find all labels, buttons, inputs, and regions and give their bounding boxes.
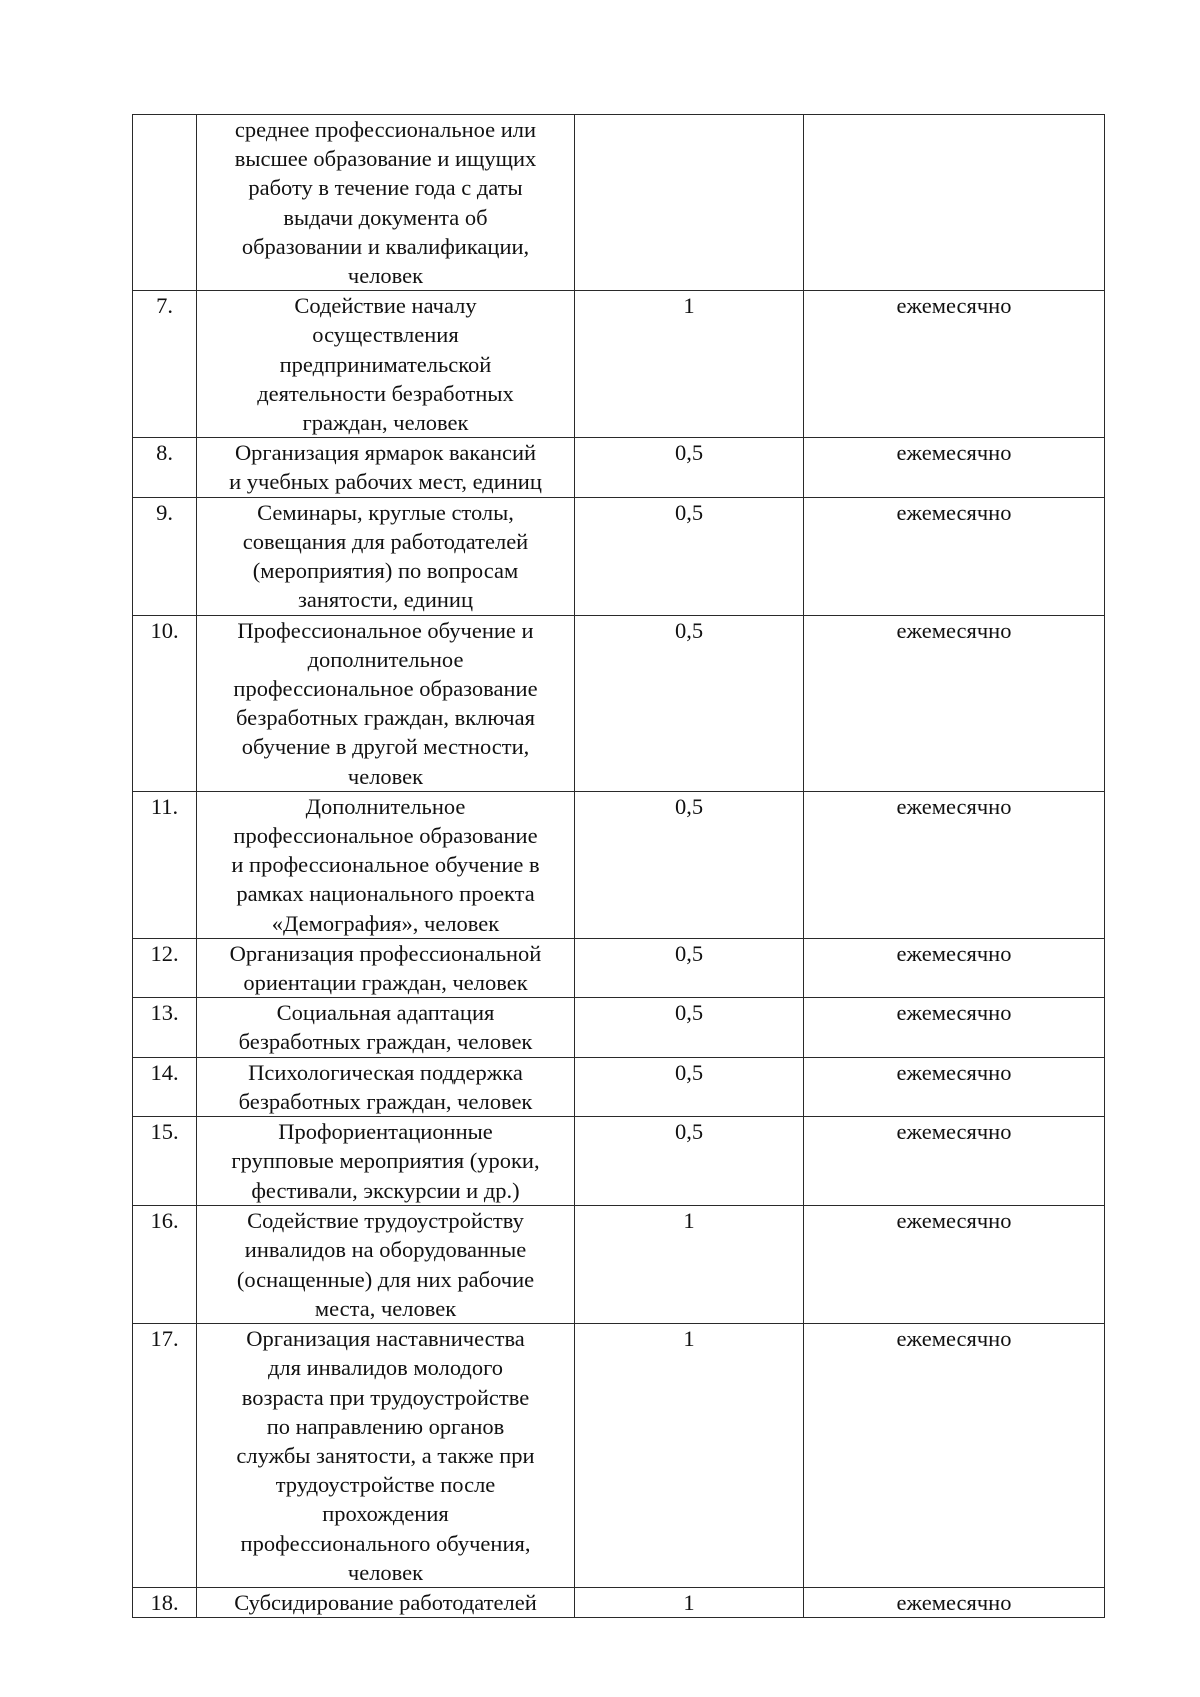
table-row xyxy=(133,1057,1105,1116)
indicator-value: 0,5 xyxy=(674,1059,704,1085)
indicator-name-cell xyxy=(197,998,575,1057)
frequency: ежемесячно xyxy=(896,617,1012,643)
table-row xyxy=(133,1206,1105,1324)
indicator-name: Организация наставничества для инвалидов молодого возраста при трудоустройстве по направлению органов службы занятости, а также при трудоустройстве после прохождения профессионального обучения, человек xyxy=(236,1326,535,1585)
table-row xyxy=(133,115,1105,291)
frequency-cell xyxy=(804,1324,1105,1588)
indicator-name: среднее профессиональное или высшее образование и ищущих работу в течение года с даты выдачи документа об образовании и квалификации, человек xyxy=(234,117,537,289)
indicator-value-cell xyxy=(575,438,804,497)
indicator-name-cell xyxy=(197,938,575,997)
indicator-value: 1 xyxy=(683,1208,695,1234)
table-row xyxy=(133,438,1105,497)
frequency-cell xyxy=(804,1117,1105,1206)
row-number: 7. xyxy=(156,293,173,319)
frequency: ежемесячно xyxy=(896,499,1012,525)
frequency-cell xyxy=(804,1587,1105,1617)
indicator-name-cell xyxy=(197,1117,575,1206)
frequency: ежемесячно xyxy=(896,940,1012,966)
table-row xyxy=(133,291,1105,438)
indicator-value: 1 xyxy=(683,1326,695,1352)
indicator-value: 0,5 xyxy=(674,1119,704,1145)
row-number-cell xyxy=(133,115,197,291)
indicator-value: 0,5 xyxy=(674,793,704,819)
indicator-name-cell xyxy=(197,791,575,938)
row-number-cell xyxy=(133,1587,197,1617)
indicator-value: 0,5 xyxy=(674,617,704,643)
row-number: 18. xyxy=(150,1589,179,1615)
frequency-cell xyxy=(804,1057,1105,1116)
table-row xyxy=(133,938,1105,997)
frequency: ежемесячно xyxy=(896,1326,1012,1352)
indicator-name-cell xyxy=(197,497,575,615)
indicator-name-cell xyxy=(197,615,575,791)
table-row xyxy=(133,998,1105,1057)
indicator-name: Организация профессиональной ориентации граждан, человек xyxy=(229,940,542,996)
frequency-cell xyxy=(804,115,1105,291)
row-number-cell xyxy=(133,1057,197,1116)
row-number-cell xyxy=(133,1206,197,1324)
indicator-value: 0,5 xyxy=(674,499,704,525)
table-row xyxy=(133,791,1105,938)
row-number-cell xyxy=(133,1117,197,1206)
row-number: 17. xyxy=(150,1326,179,1352)
indicator-value-cell xyxy=(575,1587,804,1617)
frequency: ежемесячно xyxy=(896,1119,1012,1145)
row-number: 11. xyxy=(150,793,179,819)
indicator-value-cell xyxy=(575,938,804,997)
indicator-value: 1 xyxy=(683,293,695,319)
indicator-name: Дополнительное профессиональное образование и профессиональное обучение в рамках национального проекта «Демография», человек xyxy=(231,793,540,936)
indicator-name-cell xyxy=(197,1057,575,1116)
indicator-name-cell xyxy=(197,1324,575,1588)
indicator-value: 0,5 xyxy=(674,1000,704,1026)
indicator-value-cell xyxy=(575,1117,804,1206)
row-number: 14. xyxy=(150,1059,179,1085)
indicator-name: Семинары, круглые столы, совещания для работодателей (мероприятия) по вопросам занятости, единиц xyxy=(242,499,529,613)
row-number-cell xyxy=(133,791,197,938)
frequency-cell xyxy=(804,791,1105,938)
indicator-value-cell xyxy=(575,791,804,938)
frequency-cell xyxy=(804,1206,1105,1324)
indicator-value: 0,5 xyxy=(674,440,704,466)
indicator-name-cell xyxy=(197,291,575,438)
frequency: ежемесячно xyxy=(896,793,1012,819)
indicator-value-cell xyxy=(575,998,804,1057)
indicator-name-cell xyxy=(197,438,575,497)
row-number: 13. xyxy=(150,1000,179,1026)
table-row xyxy=(133,1324,1105,1588)
row-number-cell xyxy=(133,615,197,791)
frequency-cell xyxy=(804,998,1105,1057)
row-number: 16. xyxy=(150,1208,179,1234)
indicator-value-cell xyxy=(575,115,804,291)
row-number-cell xyxy=(133,998,197,1057)
frequency-cell xyxy=(804,615,1105,791)
table-row xyxy=(133,615,1105,791)
row-number: 12. xyxy=(150,940,179,966)
indicator-name-cell xyxy=(197,1206,575,1324)
row-number-cell xyxy=(133,1324,197,1588)
indicator-name: Профориентационные групповые мероприятия (уроки, фестивали, экскурсии и др.) xyxy=(231,1119,540,1203)
indicator-value-cell xyxy=(575,615,804,791)
row-number: 10. xyxy=(150,617,179,643)
frequency-cell xyxy=(804,291,1105,438)
indicator-value-cell xyxy=(575,291,804,438)
indicator-name: Социальная адаптация безработных граждан, человек xyxy=(238,1000,533,1055)
frequency: ежемесячно xyxy=(896,1589,1012,1615)
indicator-value-cell xyxy=(575,1324,804,1588)
frequency: ежемесячно xyxy=(896,1000,1012,1026)
table-row xyxy=(133,1587,1105,1617)
table-row xyxy=(133,497,1105,615)
indicator-name: Профессиональное обучение и дополнительное профессиональное образование безработных граждан, включая обучение в другой местности, человек xyxy=(233,617,538,789)
indicator-name: Содействие трудоустройству инвалидов на оборудованные (оснащенные) для них рабочие места, человек xyxy=(236,1208,535,1321)
indicator-name: Организация ярмарок вакансий и учебных рабочих мест, единиц xyxy=(229,440,542,495)
indicator-value-cell xyxy=(575,1057,804,1116)
indicator-value-cell xyxy=(575,1206,804,1324)
indicator-value: 0,5 xyxy=(674,940,704,966)
indicator-name: Субсидирование работодателей xyxy=(234,1589,537,1615)
indicators-table xyxy=(132,114,1105,1618)
indicator-value-cell xyxy=(575,497,804,615)
indicator-name: Содействие началу осуществления предпринимательской деятельности безработных граждан, человек xyxy=(257,293,514,436)
table-row xyxy=(133,1117,1105,1206)
frequency: ежемесячно xyxy=(896,1059,1012,1085)
row-number: 8. xyxy=(156,440,173,466)
frequency: ежемесячно xyxy=(896,1208,1012,1234)
indicator-value: 1 xyxy=(683,1589,695,1615)
row-number-cell xyxy=(133,438,197,497)
indicator-name-cell xyxy=(197,1587,575,1617)
row-number: 9. xyxy=(156,499,173,525)
row-number-cell xyxy=(133,938,197,997)
indicator-name: Психологическая поддержка безработных граждан, человек xyxy=(238,1059,533,1114)
row-number: 15. xyxy=(150,1119,179,1145)
frequency-cell xyxy=(804,497,1105,615)
frequency-cell xyxy=(804,438,1105,497)
row-number-cell xyxy=(133,497,197,615)
frequency: ежемесячно xyxy=(896,440,1012,466)
row-number-cell xyxy=(133,291,197,438)
indicator-name-cell xyxy=(197,115,575,291)
frequency: ежемесячно xyxy=(896,293,1012,319)
frequency-cell xyxy=(804,938,1105,997)
